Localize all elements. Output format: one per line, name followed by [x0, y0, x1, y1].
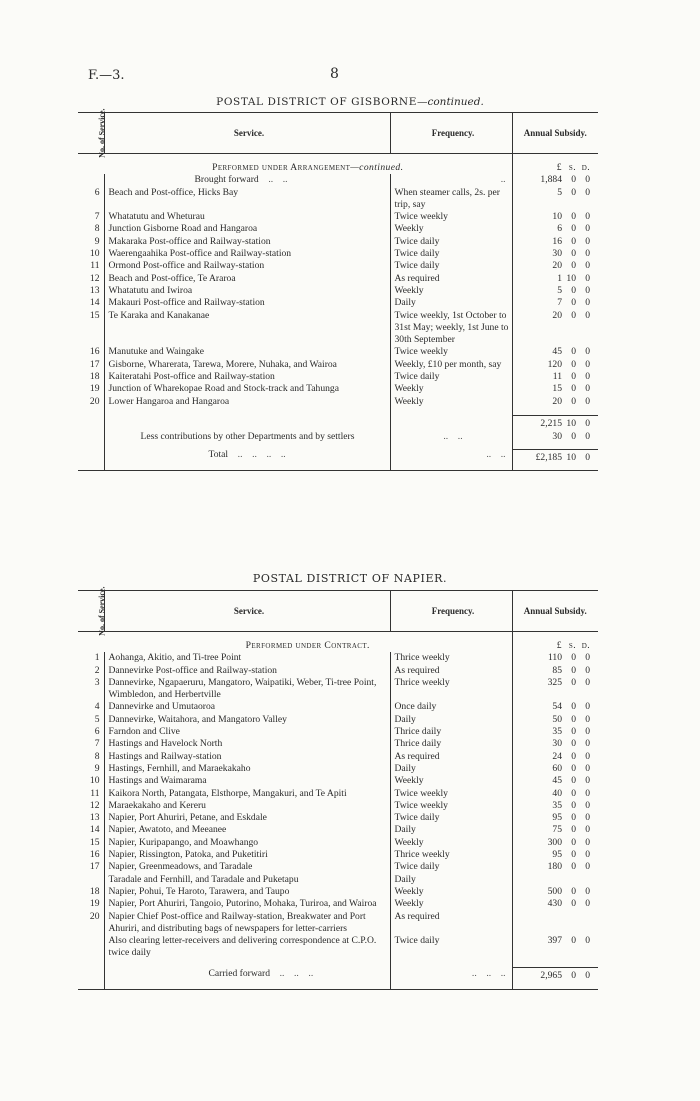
service-number: 8: [94, 750, 100, 762]
service-subsidy: 30 0 0: [512, 248, 598, 260]
service-frequency: Twice daily: [390, 861, 512, 873]
table-row: [78, 371, 598, 383]
service-route: Dannevirke, Ngapaeruru, Mangatoro, Waipatiki, Weber, Ti-tree Point, Wimbledon, and Herbertville: [104, 677, 390, 702]
service-frequency: Twice weekly: [390, 211, 512, 223]
service-route: Napier, Port Ahuriri, Tangoio, Putorino, Mohaka, Turiroa, and Wairoa: [104, 898, 390, 910]
service-subsidy: 500 0 0: [512, 886, 598, 898]
service-subsidy: 50 0 0: [512, 714, 598, 726]
service-route: Junction Gisborne Road and Hangaroa: [104, 223, 390, 235]
service-route: Maraekakaho and Kereru: [104, 800, 390, 812]
service-route: Dannevirke, Waitahora, and Mangatoro Valley: [104, 714, 390, 726]
subtotal-row: 2,215 10 0: [78, 416, 598, 431]
service-frequency: Twice daily: [390, 248, 512, 260]
service-route: Waerengaahika Post-office and Railway-station: [104, 248, 390, 260]
service-route: Beach and Post-office, Hicks Bay: [104, 187, 390, 212]
service-route: Napier, Pohui, Te Haroto, Tarawera, and Taupo: [104, 886, 390, 898]
service-route: Napier, Rissington, Patoka, and Puketitiri: [104, 849, 390, 861]
service-subsidy: 180 0 0: [512, 861, 598, 873]
service-frequency: Weekly: [390, 285, 512, 297]
service-subsidy: 397 0 0: [512, 935, 598, 960]
service-route: Te Karaka and Kanakanae: [104, 310, 390, 347]
table-row: [78, 714, 598, 726]
service-number: 20: [89, 910, 100, 922]
service-frequency: Twice daily: [390, 236, 512, 248]
table-row: [78, 273, 598, 285]
table-row: [78, 800, 598, 812]
service-number: 4: [94, 701, 100, 713]
napier-units: £ s. d.: [512, 632, 598, 653]
service-number: 14: [89, 824, 100, 836]
service-frequency: Weekly: [390, 775, 512, 787]
service-number: 18: [89, 371, 100, 383]
service-subsidy: 10 0 0: [512, 211, 598, 223]
service-route: Ormond Post-office and Railway-station: [104, 260, 390, 272]
service-subsidy: 45 0 0: [512, 346, 598, 358]
service-route: Gisborne, Wharerata, Tarewa, Morere, Nuhaka, and Wairoa: [104, 359, 390, 371]
service-frequency: Daily: [390, 763, 512, 775]
service-route: Makaraka Post-office and Railway-station: [104, 236, 390, 248]
table-row: [78, 738, 598, 750]
service-number: 13: [89, 812, 100, 824]
service-route: Napier, Awatoto, and Meeanee: [104, 824, 390, 836]
service-route: Napier, Greenmeadows, and Taradale: [104, 861, 390, 873]
table-row: [78, 297, 598, 309]
table-row: [78, 837, 598, 849]
header-subsidy: Annual Subsidy.: [512, 113, 598, 154]
service-subsidy: 300 0 0: [512, 837, 598, 849]
service-route: Dannevirke Post-office and Railway-station: [104, 665, 390, 677]
service-number: 11: [90, 260, 100, 272]
table-row: [78, 911, 598, 936]
service-subsidy: 30 0 0: [512, 738, 598, 750]
service-number: 9: [94, 762, 100, 774]
service-number: 20: [89, 395, 100, 407]
service-frequency: Daily: [390, 714, 512, 726]
service-frequency: Twice weekly: [390, 800, 512, 812]
service-number: 9: [94, 235, 100, 247]
table-row: [78, 812, 598, 824]
table-row: [78, 788, 598, 800]
service-number: 10: [89, 775, 100, 787]
service-number: 5: [94, 713, 100, 725]
service-route: Napier, Port Ahuriri, Petane, and Eskdale: [104, 812, 390, 824]
total-row: Total .. .. .. .. .. .. £2,185 10 0: [78, 449, 598, 470]
table-row: [78, 886, 598, 898]
header-frequency: Frequency.: [390, 113, 512, 154]
service-frequency: Thrice weekly: [390, 677, 512, 702]
table-row: [78, 236, 598, 248]
service-subsidy: 20 0 0: [512, 260, 598, 272]
gisborne-title: POSTAL DISTRICT OF GISBORNE—continued.: [216, 96, 484, 108]
service-route: Hastings and Havelock North: [104, 738, 390, 750]
service-subsidy: 20 0 0: [512, 310, 598, 347]
service-number: 10: [89, 248, 100, 260]
table-row: [78, 824, 598, 836]
table-row: [78, 383, 598, 395]
spacer-row: [78, 960, 598, 968]
service-subsidy: [512, 911, 598, 936]
service-number: 12: [89, 799, 100, 811]
service-frequency: Twice daily: [390, 812, 512, 824]
service-number: 17: [89, 861, 100, 873]
service-route: Kaiteratahi Post-office and Railway-station: [104, 371, 390, 383]
service-frequency: As required: [390, 273, 512, 285]
service-frequency: As required: [390, 751, 512, 763]
service-number: 16: [89, 346, 100, 358]
service-route: Makauri Post-office and Railway-station: [104, 297, 390, 309]
table-row: [78, 849, 598, 861]
service-route: Beach and Post-office, Te Araroa: [104, 273, 390, 285]
service-subsidy: 110 0 0: [512, 652, 598, 664]
service-frequency: Weekly, £10 per month, say: [390, 359, 512, 371]
service-frequency: Weekly: [390, 383, 512, 395]
service-subsidy: 5 0 0: [512, 187, 598, 212]
service-subsidy: 54 0 0: [512, 701, 598, 713]
service-subsidy: 20 0 0: [512, 396, 598, 408]
table-row: [78, 665, 598, 677]
service-number: 7: [94, 738, 100, 750]
service-route: Kaikora North, Patangata, Elsthorpe, Mangakuri, and Te Apiti: [104, 788, 390, 800]
table-row: [78, 346, 598, 358]
service-number: 13: [89, 284, 100, 296]
table-row: [78, 248, 598, 260]
service-route: Farndon and Clive: [104, 726, 390, 738]
table-row: [78, 701, 598, 713]
service-frequency: Once daily: [390, 701, 512, 713]
header-no: No. of Service.: [78, 591, 104, 632]
table-row: [78, 775, 598, 787]
service-subsidy: 60 0 0: [512, 763, 598, 775]
spacer-row: [78, 408, 598, 416]
table-row: [78, 751, 598, 763]
service-frequency: Weekly: [390, 898, 512, 910]
service-frequency: Thrice daily: [390, 726, 512, 738]
service-route: Dannevirke and Umutaoroa: [104, 701, 390, 713]
service-route: Napier Chief Post-office and Railway-station, Breakwater and Port Ahuriri, and distributing bags of newspapers for letter-carriers: [104, 911, 390, 936]
napier-section-heading: Performed under Contract.: [245, 640, 370, 651]
service-number: 7: [94, 211, 100, 223]
header-no: No. of Service.: [78, 113, 104, 154]
table-row: [78, 677, 598, 702]
service-frequency: Twice daily: [390, 260, 512, 272]
service-number: 19: [89, 383, 100, 395]
service-subsidy: 35 0 0: [512, 726, 598, 738]
gisborne-section-heading: Performed under Arrangement—continued.: [212, 162, 404, 173]
service-route: Manutuke and Waingake: [104, 346, 390, 358]
service-frequency: Twice weekly: [390, 346, 512, 358]
service-number: 12: [89, 272, 100, 284]
carried-forward-row: Carried forward .. .. .. .. .. .. 2,965 0 0: [78, 968, 598, 989]
service-route: Taradale and Fernhill, and Taradale and Puketapu: [104, 874, 390, 886]
table-row: [78, 726, 598, 738]
service-frequency: Twice weekly: [390, 788, 512, 800]
table-row: [78, 310, 598, 347]
service-route: Also clearing letter-receivers and delivering correspondence at C.P.O. twice daily: [104, 935, 390, 960]
service-subsidy: 95 0 0: [512, 812, 598, 824]
napier-table: [78, 586, 598, 990]
service-subsidy: 16 0 0: [512, 236, 598, 248]
table-row: [78, 359, 598, 371]
service-frequency: Weekly: [390, 396, 512, 408]
service-number: [78, 874, 104, 886]
service-route: Hastings, Fernhill, and Maraekakaho: [104, 763, 390, 775]
service-number: 19: [89, 898, 100, 910]
service-subsidy: 40 0 0: [512, 788, 598, 800]
service-route: Whatatutu and Iwiroa: [104, 285, 390, 297]
service-frequency: Twice weekly, 1st October to 31st May; weekly, 1st June to 30th September: [390, 310, 512, 347]
service-route: Junction of Wharekopae Road and Stock-track and Tahunga: [104, 383, 390, 395]
service-frequency: Weekly: [390, 837, 512, 849]
table-row: [78, 935, 598, 960]
service-route: Hastings and Railway-station: [104, 751, 390, 763]
service-frequency: As required: [390, 911, 512, 936]
service-number: 14: [89, 297, 100, 309]
page-reference: F.—3.: [88, 68, 125, 83]
service-frequency: Daily: [390, 824, 512, 836]
service-number: 11: [90, 787, 100, 799]
table-row: [78, 223, 598, 235]
service-subsidy: 1 10 0: [512, 273, 598, 285]
service-subsidy: 6 0 0: [512, 223, 598, 235]
service-subsidy: [512, 874, 598, 886]
header-frequency: Frequency.: [390, 591, 512, 632]
table-row: [78, 652, 598, 664]
service-subsidy: 45 0 0: [512, 775, 598, 787]
service-subsidy: 15 0 0: [512, 383, 598, 395]
service-subsidy: 35 0 0: [512, 800, 598, 812]
service-number: 1: [94, 652, 100, 664]
service-frequency: Weekly: [390, 886, 512, 898]
service-number: 18: [89, 885, 100, 897]
page-number: 8: [330, 66, 339, 82]
service-frequency: Thrice weekly: [390, 849, 512, 861]
service-subsidy: 11 0 0: [512, 371, 598, 383]
service-frequency: Daily: [390, 874, 512, 886]
gisborne-units: £ s. d.: [512, 154, 598, 175]
service-subsidy: 5 0 0: [512, 285, 598, 297]
service-frequency: Twice daily: [390, 935, 512, 960]
service-number: [78, 935, 104, 960]
table-row: [78, 763, 598, 775]
header-subsidy: Annual Subsidy.: [512, 591, 598, 632]
service-route: Whatatutu and Wheturau: [104, 211, 390, 223]
service-subsidy: 120 0 0: [512, 359, 598, 371]
service-number: 3: [94, 676, 100, 688]
service-route: Aohanga, Akitio, and Ti-tree Point: [104, 652, 390, 664]
service-route: Napier, Kuripapango, and Moawhango: [104, 837, 390, 849]
table-row: [78, 396, 598, 408]
service-frequency: Weekly: [390, 223, 512, 235]
service-subsidy: 7 0 0: [512, 297, 598, 309]
service-frequency: Thrice weekly: [390, 652, 512, 664]
service-number: 16: [89, 849, 100, 861]
header-service: Service.: [104, 113, 390, 154]
service-number: 15: [89, 836, 100, 848]
table-row: [78, 285, 598, 297]
service-subsidy: 325 0 0: [512, 677, 598, 702]
napier-title: POSTAL DISTRICT OF NAPIER.: [252, 572, 448, 585]
service-subsidy: 24 0 0: [512, 751, 598, 763]
table-row: [78, 211, 598, 223]
service-subsidy: 75 0 0: [512, 824, 598, 836]
service-number: 15: [89, 309, 100, 321]
less-contributions-row: Less contributions by other Departments and by settlers .. .. 30 0 0: [78, 431, 598, 443]
gisborne-table: [78, 108, 598, 471]
service-frequency: Daily: [390, 297, 512, 309]
service-frequency: Twice daily: [390, 371, 512, 383]
service-route: Lower Hangaroa and Hangaroa: [104, 396, 390, 408]
service-number: 6: [94, 186, 100, 198]
header-service: Service.: [104, 591, 390, 632]
service-frequency: When steamer calls, 2s. per trip, say: [390, 187, 512, 212]
service-frequency: As required: [390, 665, 512, 677]
service-route: Hastings and Waimarama: [104, 775, 390, 787]
table-row: [78, 874, 598, 886]
service-number: 2: [94, 664, 100, 676]
service-subsidy: 95 0 0: [512, 849, 598, 861]
brought-forward-row: Brought forward .. .. .. 1,884 0 0: [78, 174, 598, 186]
table-row: [78, 861, 598, 873]
table-row: [78, 898, 598, 910]
service-subsidy: 85 0 0: [512, 665, 598, 677]
service-subsidy: 430 0 0: [512, 898, 598, 910]
service-number: 6: [94, 726, 100, 738]
table-row: [78, 187, 598, 212]
service-frequency: Thrice daily: [390, 738, 512, 750]
table-row: [78, 260, 598, 272]
service-number: 17: [89, 358, 100, 370]
service-number: 8: [94, 223, 100, 235]
